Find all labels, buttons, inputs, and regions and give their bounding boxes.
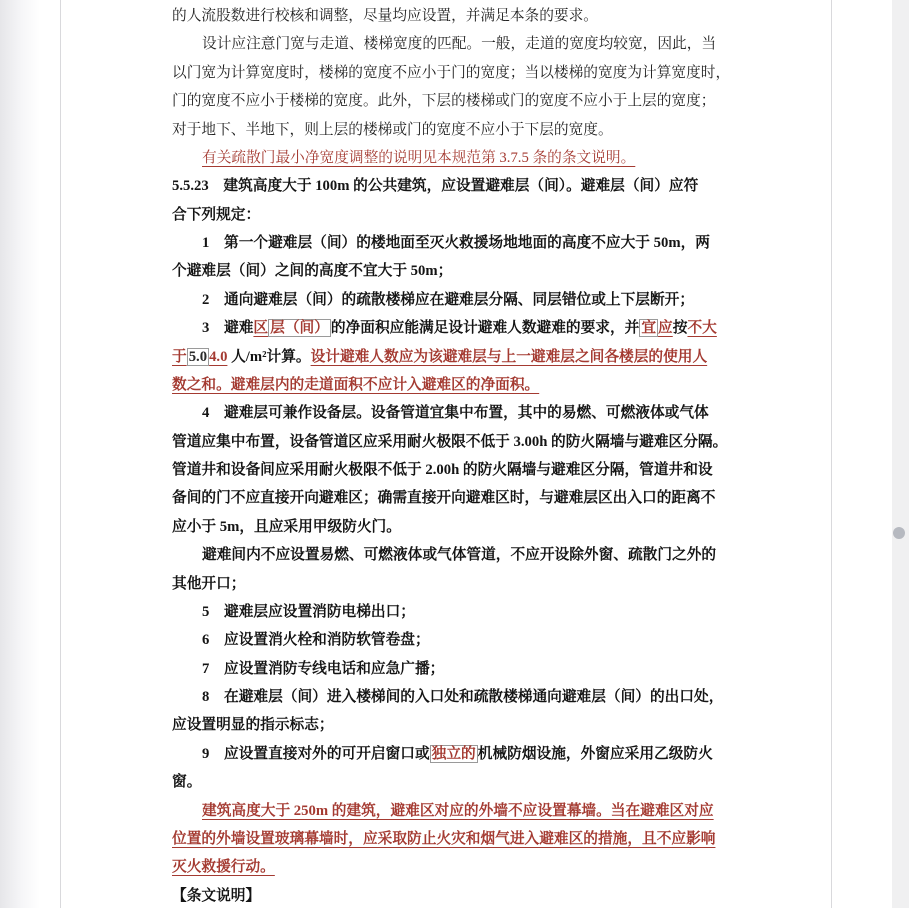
text-line bbox=[172, 513, 738, 541]
page-left-shadow bbox=[0, 0, 40, 908]
text-line bbox=[172, 59, 738, 87]
revision-added-text: 位置的外墙设置玻璃幕墙时，应采取防止火灾和烟气进入避难区的措施，且不应影响 bbox=[172, 830, 716, 847]
text-segment: 管道井和设备间应采用耐火极限不低于 2.00h 的防火隔墙与避难区分隔，管道井和设 bbox=[172, 462, 713, 478]
revision-added-text: 有关疏散门最小净宽度调整的说明见本规范第 3.7.5 条的条文说明。 bbox=[202, 149, 636, 166]
deleted-text-box: 独立的 bbox=[431, 745, 476, 762]
text-line bbox=[172, 30, 738, 58]
text-line bbox=[172, 768, 738, 796]
text-line bbox=[172, 257, 738, 285]
text-segment: 应小于 5m，且应采用甲级防火门。 bbox=[172, 518, 401, 535]
text-line bbox=[172, 2, 738, 30]
text-line bbox=[172, 541, 738, 569]
text-line bbox=[172, 343, 738, 371]
text-segment: 5.5.23 建筑高度大于 100m 的公共建筑，应设置避难层（间）。避难层（间）应符 bbox=[172, 178, 699, 195]
revision-added-text: 数之和。避难层内的走道面积不应计入避难区的净面积。 bbox=[172, 376, 540, 393]
deleted-text-box: 宜 bbox=[641, 320, 657, 337]
text-segment: 4 避难层可兼作设备层。设备管道宜集中布置，其中的易燃、可燃液体或气体 bbox=[202, 405, 709, 422]
text-line bbox=[172, 655, 738, 683]
text-segment: 对于地下、半地下，则上层的楼梯或门的宽度不应小于下层的宽度。 bbox=[172, 121, 613, 138]
revision-added-text: 应 bbox=[658, 320, 673, 337]
text-segment: 管道应集中布置，设备管道区应采用耐火极限不低于 3.00h 的防火隔墙与避难区分隔。 bbox=[172, 433, 728, 450]
text-segment: 8 在避难层（间）进入楼梯间的入口处和疏散楼梯通向避难层（间）的出口处， bbox=[202, 689, 724, 705]
text-line bbox=[172, 598, 738, 626]
text-line bbox=[172, 371, 738, 399]
scrollbar-track[interactable] bbox=[892, 0, 909, 908]
scrollbar-thumb[interactable] bbox=[893, 527, 905, 539]
text-line bbox=[172, 116, 738, 144]
text-segment: 按 bbox=[672, 320, 688, 337]
text-line bbox=[172, 882, 738, 910]
text-segment: 以门宽为计算宽度时，楼梯的宽度不应小于门的宽度；当以楼梯的宽度为计算宽度时， bbox=[172, 64, 731, 81]
revision-added-text: 设计避难人数应为该避难层与上一避难层之间各楼层的使用人 bbox=[310, 348, 708, 365]
text-line bbox=[172, 314, 738, 342]
document-text-column bbox=[172, 2, 738, 910]
text-segment: 【条文说明】 bbox=[172, 887, 261, 904]
revision-added-text: 区 bbox=[253, 320, 269, 337]
text-line bbox=[172, 172, 738, 200]
text-line bbox=[172, 456, 738, 484]
text-segment: 1 第一个避难层（间）的楼地面至灭火救援场地地面的高度不应大于 50m，两 bbox=[202, 235, 710, 251]
text-segment: 窗。 bbox=[172, 774, 202, 791]
text-line bbox=[172, 825, 738, 853]
page-border-right bbox=[831, 0, 832, 908]
text-line bbox=[172, 201, 738, 229]
text-segment: 合下列规定： bbox=[172, 206, 261, 223]
text-segment: 9 应设置直接对外的可开启窗口或 bbox=[202, 745, 430, 762]
text-line bbox=[172, 484, 738, 512]
text-line bbox=[172, 740, 738, 768]
revision-added-text: 灭火救援行动。 bbox=[172, 859, 275, 876]
text-segment: 的净面积应能满足设计避难人数避难的要求，并 bbox=[330, 320, 640, 337]
text-line bbox=[172, 428, 738, 456]
text-segment: 备间的门不应直接开向避难区；确需直接开向避难区时，与避难层区出入口的距离不 bbox=[172, 490, 716, 507]
revision-added-text: 于 bbox=[172, 348, 187, 365]
text-segment: 避难间内不应设置易燃、可燃液体或气体管道，不应开设除外窗、疏散门之外的 bbox=[202, 547, 717, 564]
text-line bbox=[172, 797, 738, 825]
revision-added-text: 不大 bbox=[687, 320, 717, 337]
text-segment: 机械防烟设施，外窗应采用乙级防火 bbox=[477, 745, 713, 762]
revision-added-text: 建筑高度大于 250m 的建筑，避难区对应的外墙不应设置幕墙。当在避难区对应 bbox=[202, 802, 714, 819]
text-line bbox=[172, 144, 738, 172]
text-segment: 7 应设置消防专线电话和应急广播； bbox=[202, 660, 445, 677]
text-segment: 3 避难 bbox=[202, 320, 254, 337]
text-line bbox=[172, 229, 738, 257]
text-segment: 5 避难层应设置消防电梯出口； bbox=[202, 603, 415, 620]
text-segment: 应设置明显的指示标志； bbox=[172, 717, 334, 734]
text-line bbox=[172, 711, 738, 739]
text-segment: 人/m²计算。 bbox=[227, 348, 311, 365]
text-segment: 个避难层（间）之间的高度不宜大于 50m； bbox=[172, 263, 453, 280]
text-segment: 6 应设置消火栓和消防软管卷盘； bbox=[202, 632, 430, 649]
text-line bbox=[172, 570, 738, 598]
text-line bbox=[172, 87, 738, 115]
text-segment: 的人流股数进行校核和调整，尽量均应设置，并满足本条的要求。 bbox=[172, 8, 598, 24]
text-line bbox=[172, 399, 738, 427]
page-border-left bbox=[60, 0, 61, 908]
deleted-text-box: 层（间） bbox=[270, 320, 329, 337]
deleted-text-box: 5.0 bbox=[188, 348, 208, 365]
text-segment: 其他开口； bbox=[172, 575, 246, 592]
text-segment: 门的宽度不应小于楼梯的宽度。此外，下层的楼梯或门的宽度不应小于上层的宽度； bbox=[172, 93, 716, 110]
text-line bbox=[172, 683, 738, 711]
text-segment: 设计应注意门宽与走道、楼梯宽度的匹配。一般，走道的宽度均较宽，因此，当 bbox=[202, 36, 717, 53]
text-line bbox=[172, 626, 738, 654]
revision-added-text: 4.0 bbox=[209, 348, 228, 365]
text-segment: 2 通向避难层（间）的疏散楼梯应在避难层分隔、同层错位或上下层断开； bbox=[202, 291, 695, 308]
text-line bbox=[172, 286, 738, 314]
text-line bbox=[172, 853, 738, 881]
